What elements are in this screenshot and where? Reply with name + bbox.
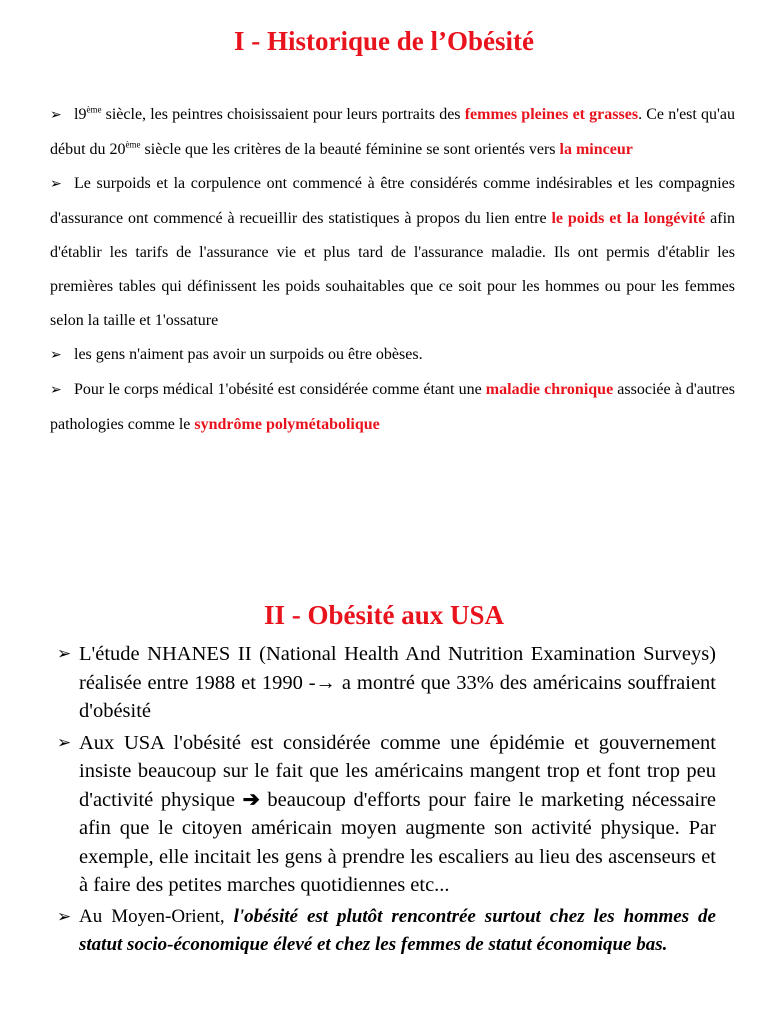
section1-body xyxy=(50,98,735,442)
highlight-minceur: la minceur xyxy=(559,141,633,158)
bullet-moyen-orient: ➢ Au Moyen-Orient, l'obésité est plutôt rencontrée surtout chez les hommes de statut socio-économique élevé et chez les femmes de statut économique bas. xyxy=(57,903,716,960)
section2-body xyxy=(57,640,716,960)
section2-title: II - Obésité aux USA xyxy=(263,600,505,630)
arrow-bullet-icon: ➢ xyxy=(57,906,72,926)
emphasis-moyen-orient: l'obésité est plutôt rencontrée surtout chez les hommes de statut socio-économique élevé et chez les femmes de statut économique bas. xyxy=(79,905,716,955)
arrow-bullet-icon: ➢ xyxy=(50,177,62,192)
highlight-femmes-pleines: femmes pleines et grasses xyxy=(464,106,639,123)
arrow-bullet-icon: ➢ xyxy=(50,383,62,398)
arrow-bullet-icon: ➢ xyxy=(50,108,62,123)
paragraph-corps-medical: ➢ Pour le corps médical 1'obésité est considérée comme étant une maladie chronique associée à d'autres pathologies comme le syndrôme polymétabolique xyxy=(50,373,735,442)
highlight-poids-longevite: le poids et la longévité xyxy=(551,210,706,227)
highlight-maladie-chronique: maladie chronique xyxy=(485,381,614,398)
paragraph-surpoids: ➢ Le surpoids et la corpulence ont commencé à être considérés comme indésirables et les compagnies d'assurance ont commencé à recueillir des statistiques à propos du lien entre le poids et la longévité afin d'établir les tarifs de l'assurance vie et plus tard de l'assurance maladie. Ils ont permis d'établir les premières tables qui définissent les poids souhaitables que ce soit pour les hommes ou pour les femmes selon la taille et 1'ossature xyxy=(50,167,735,338)
bold-right-arrow-icon: ➔ xyxy=(242,788,260,811)
highlight-syndrome: syndrôme polymétabolique xyxy=(194,416,380,433)
paragraph-19th-century: ➢ l9ème siècle, les peintres choisissaient pour leurs portraits des femmes pleines et grasses. Ce n'est qu'au début du 20ème siècle que les critères de la beauté féminine se sont orientés vers la minceur xyxy=(50,98,735,167)
bullet-nhanes: ➢ L'étude NHANES II (National Health And Nutrition Examination Surveys) réalisée entre 1988 et 1990 -→ a montré que 33% des américains souffraient d'obésité xyxy=(57,640,716,726)
arrow-bullet-icon: ➢ xyxy=(57,644,72,663)
section1-title: I - Historique de l’Obésité xyxy=(234,26,534,56)
right-arrow-icon: → xyxy=(315,671,337,694)
bullet-usa-epidemie: ➢ Aux USA l'obésité est considérée comme une épidémie et gouvernement insiste beaucoup sur le fait que les américains mangent trop et font trop peu d'activité physique ➔ beaucoup d'efforts pour faire le marketing nécessaire afin que le citoyen américain moyen augmente son activité physique. Par exemple, elle incitait les gens à prendre les escaliers au lieu des ascenseurs et à faire des petites marches quotidiennes etc... xyxy=(57,729,716,900)
arrow-bullet-icon: ➢ xyxy=(50,348,62,363)
paragraph-gens: ➢ les gens n'aiment pas avoir un surpoids ou être obèses. xyxy=(50,338,735,373)
arrow-bullet-icon: ➢ xyxy=(57,732,72,752)
